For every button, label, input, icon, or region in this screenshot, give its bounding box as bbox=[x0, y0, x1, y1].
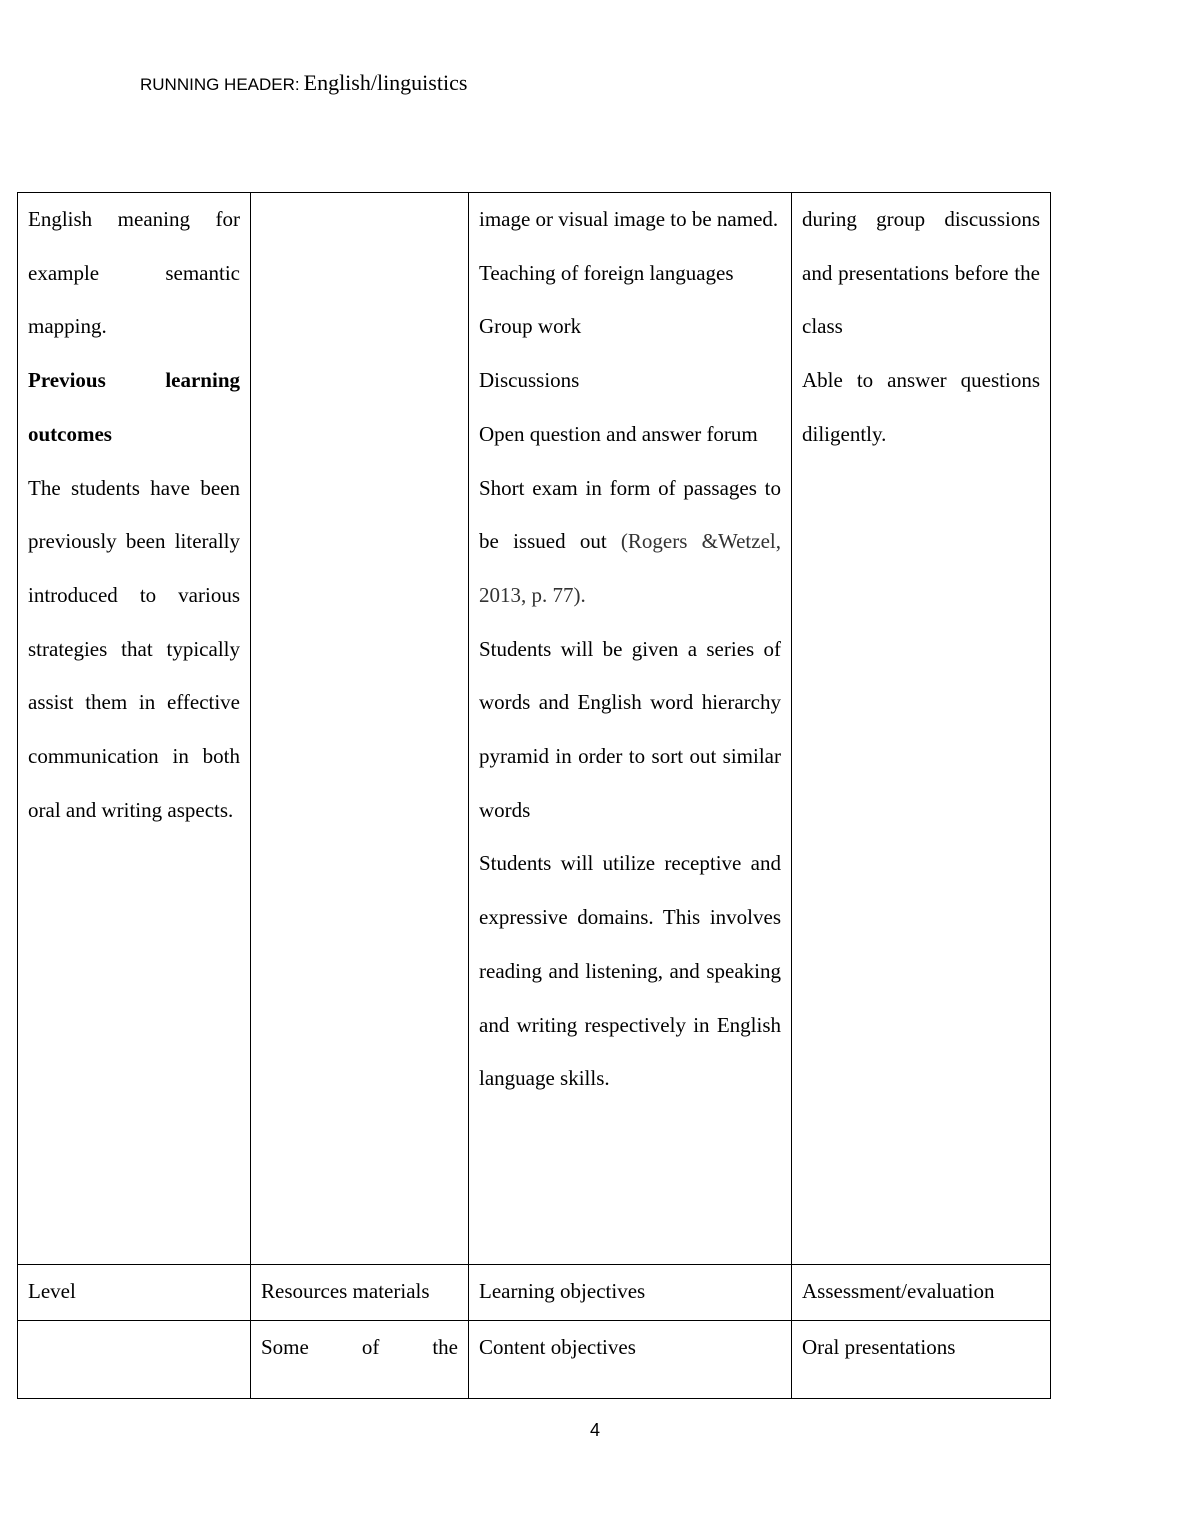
cell-text: Short exam in form of passages to be issued out bbox=[479, 475, 781, 554]
cell-paragraph: Students will be given a series of words and English word hierarchy pyramid in order to sort out similar words bbox=[479, 636, 781, 822]
table-cell bbox=[18, 193, 251, 1265]
table-cell bbox=[469, 193, 792, 1265]
previous-learning-outcomes-heading: Previous learning outcomes bbox=[28, 368, 240, 446]
column-label-resources: Resources materials bbox=[251, 1265, 469, 1321]
lesson-plan-table bbox=[17, 192, 1051, 1399]
table-row bbox=[18, 193, 1051, 1265]
cell-paragraph: Students will utilize receptive and expressive domains. This involves reading and listening, and speaking and writing respectively in English language skills. bbox=[479, 851, 781, 1091]
table-header-row bbox=[18, 1265, 1051, 1321]
column-label-assessment: Assessment/evaluation bbox=[792, 1265, 1051, 1321]
citation: (Rogers &Wetzel, 2013, p. 77). bbox=[479, 529, 781, 607]
table-row bbox=[18, 1321, 1051, 1399]
cell-paragraph bbox=[479, 462, 781, 623]
cell-paragraph: Open question and answer forum bbox=[479, 421, 758, 446]
table-cell: Oral presentations bbox=[792, 1321, 1051, 1399]
cell-paragraph: Able to answer questions diligently. bbox=[802, 368, 1040, 446]
column-label-learning-objectives: Learning objectives bbox=[469, 1265, 792, 1321]
cell-paragraph: during group discussions and presentations before the class bbox=[802, 207, 1040, 339]
table-cell bbox=[792, 193, 1051, 1265]
cell-paragraph: English meaning for example semantic mapping. bbox=[28, 207, 240, 339]
table-cell: Some of the bbox=[251, 1321, 469, 1399]
table-cell-empty bbox=[251, 193, 469, 1265]
cell-paragraph: Discussions bbox=[479, 368, 580, 393]
cell-paragraph: image or visual image to be named. bbox=[479, 207, 779, 231]
cell-paragraph: Teaching of foreign languages bbox=[479, 260, 734, 285]
running-header-label: RUNNING HEADER: bbox=[140, 75, 300, 94]
table-cell: Content objectives bbox=[469, 1321, 792, 1399]
running-header bbox=[140, 70, 467, 96]
page-number: 4 bbox=[589, 1420, 600, 1440]
column-label-level: Level bbox=[18, 1265, 251, 1321]
running-header-title: English/linguistics bbox=[303, 70, 468, 95]
cell-paragraph: The students have been previously been literally introduced to various strategies that typically assist them in effective communication in both oral and writing aspects. bbox=[28, 475, 240, 822]
cell-paragraph: Group work bbox=[479, 314, 582, 339]
table-cell-empty bbox=[18, 1321, 251, 1399]
